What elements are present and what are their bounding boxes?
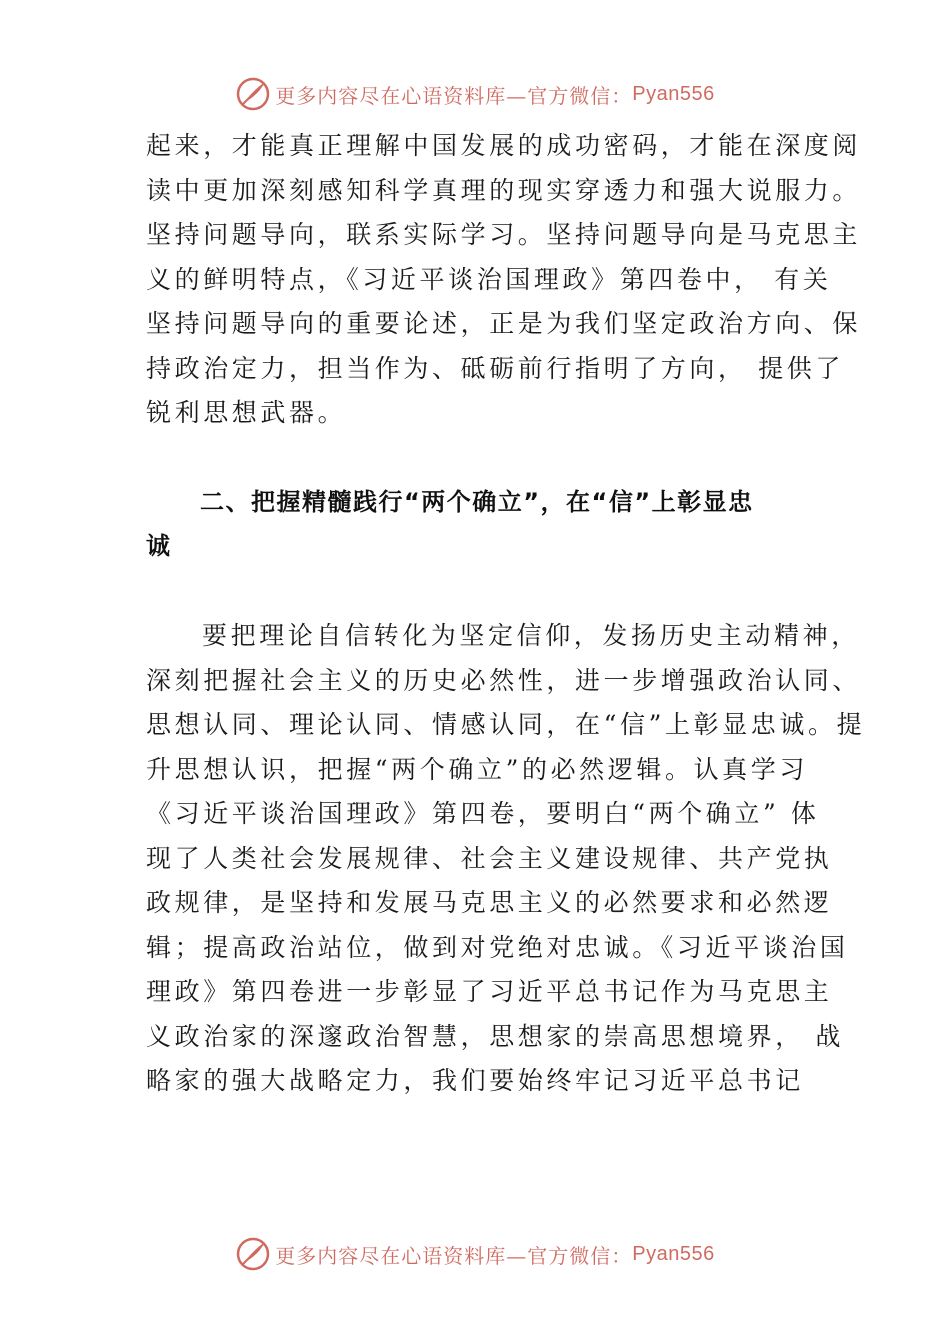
text-line: 义的鲜明特点，《习近平谈治国理政》第四卷中， 有关 — [146, 264, 832, 294]
text-line: 坚持问题导向，联系实际学习。坚持问题导向是马克思主 — [146, 220, 862, 249]
paragraph-body — [146, 614, 866, 1104]
quill-logo-icon — [235, 1236, 271, 1272]
text-line: 略家的强大战略定力，我们要始终牢记习近平总书记 — [146, 1066, 804, 1095]
text-line: 理政》第四卷进一步彰显了习近平总书记作为马克思主 — [146, 977, 833, 1006]
text-line: 锐利思想武器。 — [146, 398, 347, 427]
text-line: 升思想认识，把握“两个确立”的必然逻辑。认真学习 — [146, 754, 808, 784]
text-line: 持政治定力，担当作为、砥砺前行指明了方向， 提供了 — [146, 353, 844, 383]
heading-line: 诚 — [146, 532, 172, 560]
watermark-footer — [0, 1234, 950, 1274]
watermark-text: 更多内容尽在心语资料库—官方微信： — [275, 83, 633, 108]
text-line: 深刻把握社会主义的历史必然性，进一步增强政治认同、 — [146, 665, 862, 695]
watermark-text: 更多内容尽在心语资料库—官方微信： — [275, 1243, 633, 1268]
text-line: 义政治家的深邃政治智慧，思想家的崇高思想境界， 战 — [146, 1021, 844, 1051]
text-line: 要把理论自信转化为坚定信仰，发扬历史主动精神， — [202, 621, 860, 650]
text-line: 现了人类社会发展规律、社会主义建设规律、共产党执 — [146, 843, 833, 873]
text-line: 思想认同、理论认同、情感认同，在“信”上彰显忠诚。提 — [146, 710, 866, 739]
watermark-handle: Pyan556 — [632, 1242, 715, 1265]
paragraph-continuation — [146, 124, 862, 436]
watermark-handle: Pyan556 — [632, 82, 715, 105]
text-line: 起来，才能真正理解中国发展的成功密码，才能在深度阅 — [146, 131, 862, 160]
text-line: 读中更加深刻感知科学真理的现实穿透力和强大说服力。 — [146, 175, 862, 205]
section-heading — [146, 480, 826, 568]
text-line: 坚持问题导向的重要论述，正是为我们坚定政治方向、保 — [146, 309, 862, 338]
text-line: 《习近平谈治国理政》第四卷，要明白“两个确立” 体 — [146, 799, 820, 828]
text-line: 辑；提高政治站位，做到对党绝对忠诚。《习近平谈治国 — [146, 932, 849, 962]
quill-logo-icon — [235, 76, 271, 112]
watermark-header — [0, 74, 950, 114]
text-line: 政规律，是坚持和发展马克思主义的必然要求和必然逻 — [146, 888, 833, 917]
heading-line: 二、把握精髓践行“两个确立”，在“信”上彰显忠 — [200, 488, 754, 516]
